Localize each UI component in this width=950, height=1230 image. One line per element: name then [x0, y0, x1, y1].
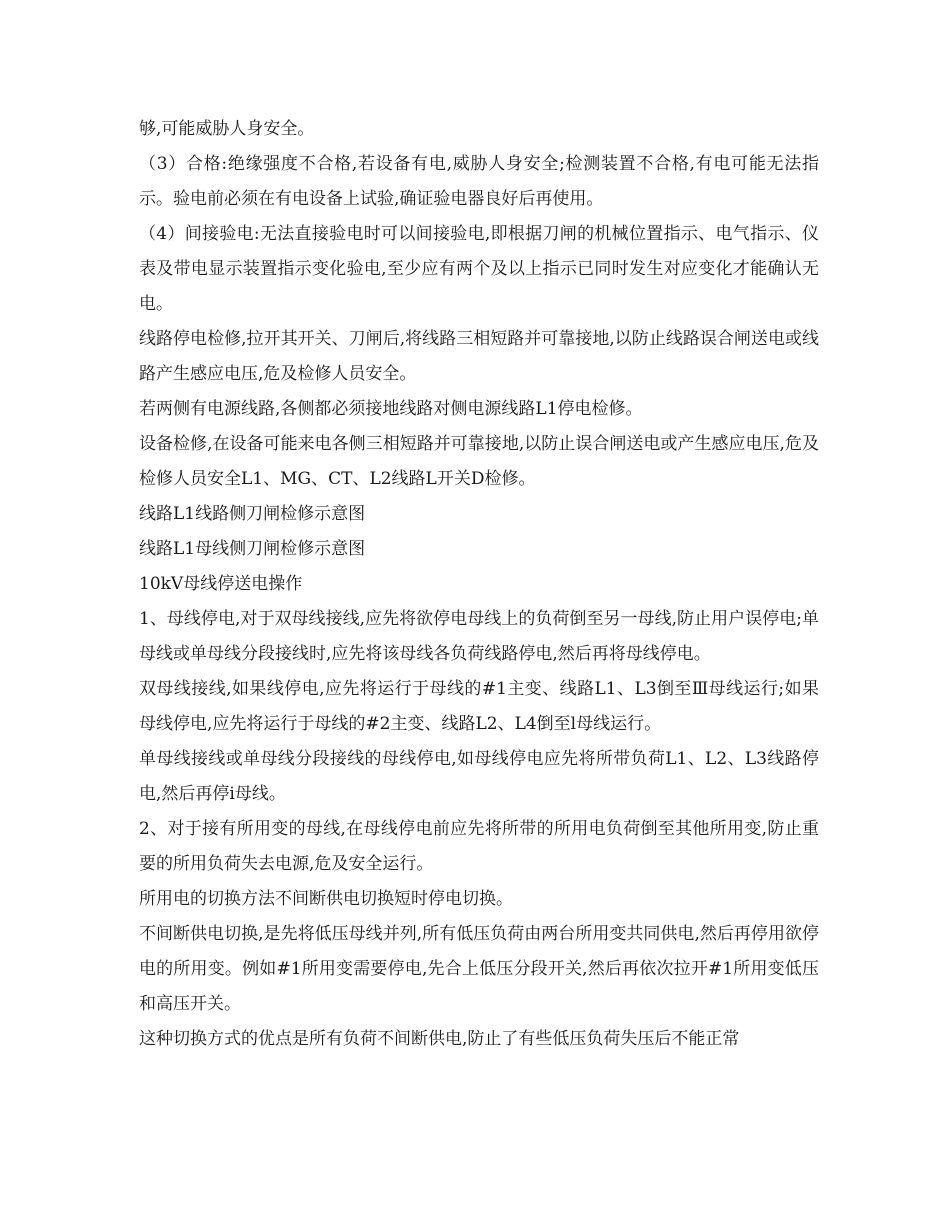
paragraph: 所用电的切换方法不间断供电切换短时停电切换。: [139, 889, 513, 909]
paragraph: 双母线接线,如果线停电,应先将运行于母线的#1主变、线路L1、L3倒至Ⅲ母线运行;如果母线停电,应先将运行于母线的#2主变、线路L2、L4倒至l母线运行。: [139, 679, 819, 734]
section-heading: 10kV母线停送电操作: [139, 574, 303, 594]
paragraph: 这种切换方式的优点是所有负荷不间断供电,防止了有些低压负荷失压后不能正常: [139, 1029, 740, 1049]
paragraph: 线路停电检修,拉开其开关、刀闸后,将线路三相短路并可靠接地,以防止线路误合闸送电或线路产生感应电压,危及检修人员安全。: [139, 329, 819, 384]
document-body: [139, 112, 819, 1057]
paragraph: 够,可能威胁人身安全。: [139, 119, 315, 139]
paragraph: 单母线接线或单母线分段接线的母线停电,如母线停电应先将所带负荷L1、L2、L3线路停电,然后再停i母线。: [139, 749, 819, 804]
paragraph: 设备检修,在设备可能来电各侧三相短路并可靠接地,以防止误合闸送电或产生感应电压,危及检修人员安全L1、MG、CT、L2线路L开关D检修。: [139, 434, 819, 489]
paragraph: 不间断供电切换,是先将低压母线并列,所有低压负荷由两台所用变共同供电,然后再停用欲停电的所用变。例如#1所用变需要停电,先合上低压分段开关,然后再依次拉开#1所用变低压和高压开关。: [139, 924, 819, 1014]
figure-caption: 线路L1母线侧刀闸检修示意图: [139, 539, 366, 559]
paragraph: （3）合格:绝缘强度不合格,若设备有电,威胁人身安全;检测装置不合格,有电可能无法指示。验电前必须在有电设备上试验,确证验电器良好后再使用。: [139, 154, 819, 209]
paragraph: 2、对于接有所用变的母线,在母线停电前应先将所带的所用电负荷倒至其他所用变,防止重要的所用负荷失去电源,危及安全运行。: [139, 819, 819, 874]
paragraph: （4）间接验电:无法直接验电时可以间接验电,即根据刀闸的机械位置指示、电气指示、仪表及带电显示装置指示变化验电,至少应有两个及以上指示已同时发生对应变化才能确认无电。: [139, 224, 819, 314]
paragraph: 1、母线停电,对于双母线接线,应先将欲停电母线上的负荷倒至另一母线,防止用户误停电;单母线或单母线分段接线时,应先将该母线各负荷线路停电,然后再将母线停电。: [139, 609, 819, 664]
figure-caption: 线路L1线路侧刀闸检修示意图: [139, 504, 366, 524]
paragraph: 若两侧有电源线路,各侧都必须接地线路对侧电源线路L1停电检修。: [139, 399, 643, 419]
